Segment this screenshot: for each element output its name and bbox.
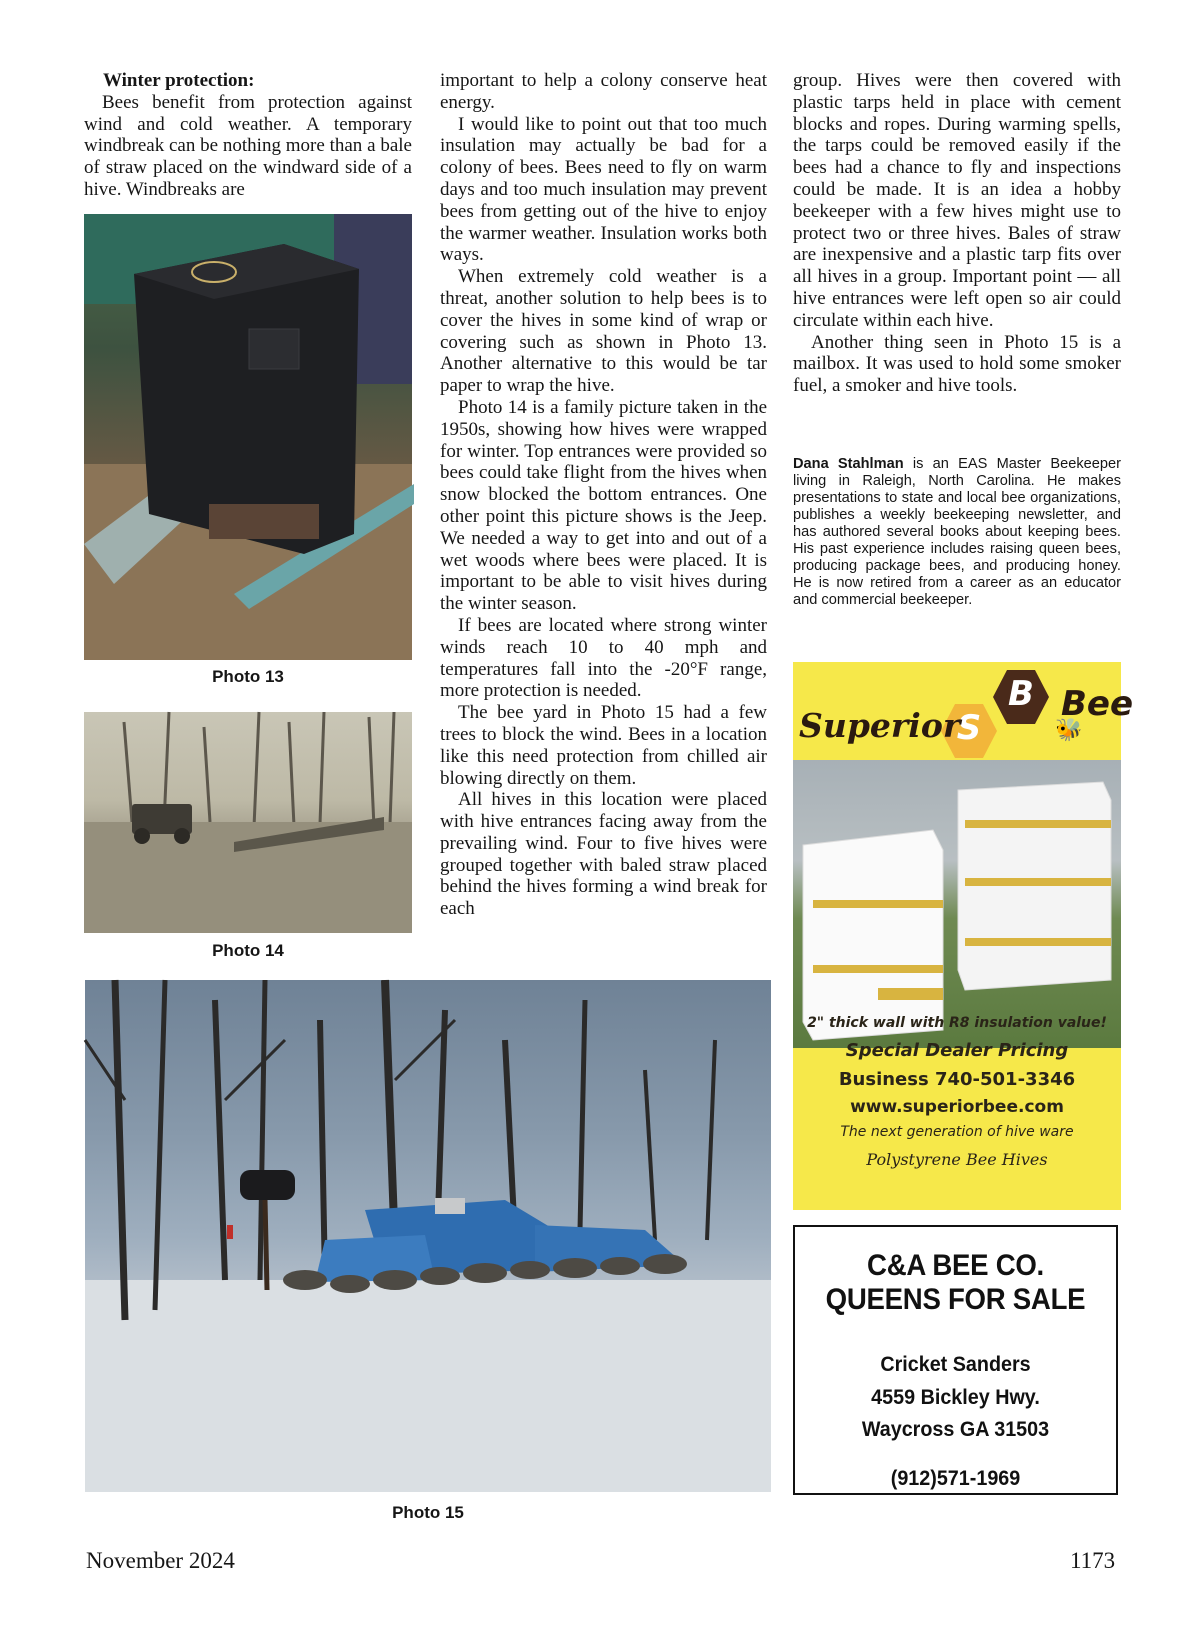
footer-date: November 2024: [86, 1548, 235, 1573]
author-name: Dana Stahlman: [793, 456, 904, 472]
hex-b-letter: B: [1008, 674, 1034, 714]
ad-address-line1: 4559 Bickley Hwy.: [871, 1386, 1040, 1409]
paragraph: Photo 14 is a family picture taken in the 1950s, showing how hives were wrapped for winter. Top entrances were provided so bees could take flight from the hives when snow blocked the bottom entrances. One other point this picture shows is the Jeep. We needed a way to get into and out of a wet woods where bees were placed. It is important to be able to visit hives during the winter season.: [440, 396, 767, 615]
paragraph: When extremely cold weather is a threat, another solution to help bees is to cover the hives in some kind of wrap or covering such as shown in Photo 13. Another alternative to this would be tar paper to wrap the hive.: [440, 266, 767, 397]
photo-14-image: [84, 712, 412, 933]
ad-address-line2: Waycross GA 31503: [861, 1418, 1050, 1441]
ad-title-queens: QUEENS FOR SALE: [825, 1283, 1086, 1316]
bee-icon: 🐝: [1055, 717, 1083, 742]
ad-product: Polystyrene Bee Hives: [866, 1150, 1048, 1169]
paragraph: I would like to point out that too much insulation may actually be bad for a colony of bees. Bees need to fly on warm days and too much insulation may prevent bees from getting out of the hive to enjoy the warmer weather. Insulation works both ways.: [440, 113, 767, 266]
column-2: [440, 70, 767, 920]
author-bio: [793, 456, 1121, 609]
ad-insulation-line: 2" thick wall with R8 insulation value!: [807, 1015, 1107, 1031]
column-1: [84, 70, 412, 201]
hex-s-letter: S: [956, 708, 982, 748]
brand-bee: Bee: [1061, 684, 1134, 724]
ad-phone[interactable]: Business 740-501-3346: [838, 1069, 1076, 1090]
ad-title-company: C&A BEE CO.: [867, 1249, 1044, 1282]
paragraph: The bee yard in Photo 15 had a few trees to block the wind. Bees in a location like this need protection from chilled air blowing directly on them.: [440, 702, 767, 789]
paragraph: Another thing seen in Photo 15 is a mailbox. It was used to hold some smoker fuel, a smoker and hive tools.: [793, 331, 1121, 397]
ad-hive-photo: [793, 760, 1121, 1048]
photo-15-caption: Photo 15: [392, 1503, 464, 1522]
ad-website-link[interactable]: www.superiorbee.com: [850, 1097, 1064, 1117]
page-number: 1173: [1070, 1548, 1116, 1573]
photo-13-caption: Photo 13: [212, 667, 284, 686]
hive-boxes-image: [793, 760, 1121, 1048]
brand-superior: Superior: [799, 706, 961, 745]
photo-15-winter-bee-yard: [85, 980, 771, 1492]
ad-tagline: The next generation of hive ware: [840, 1124, 1074, 1140]
paragraph: group. Hives were then covered with plastic tarps held in place with cement blocks and ropes. During warming spells, the tarps could be removed easily if the bees had a chance to fly and inspections could be made. It is an idea a hobby beekeeper with a few hives might use to protect two or three hives. Bales of straw are inexpensive and a plastic tarp fits over all hives in a group. Important point — all hive entrances were left open so air could circulate within each hive.: [793, 70, 1121, 331]
paragraph: If bees are located where strong winter winds reach 10 to 40 mph and temperatures fall into the -20°F range, more protection is needed.: [440, 614, 767, 702]
photo-14-family-picture: [84, 712, 412, 933]
author-bio-text: is an EAS Master Beekeeper living in Raleigh, North Carolina. He makes presentations to state and local bee organizations, publishes a weekly beekeeping newsletter, and has authored several books about keeping bees. His past experience includes raising queen bees, producing package bees, and producing honey. He is now retired from a career as an educator and commercial beekeeper.: [793, 456, 1121, 608]
ad-contact-name: Cricket Sanders: [880, 1353, 1031, 1376]
paragraph: important to help a colony conserve heat energy.: [440, 70, 767, 113]
photo-15-image: [85, 980, 771, 1492]
ad-phone[interactable]: (912)571-1969: [890, 1467, 1021, 1490]
column-3: [793, 70, 1121, 397]
section-heading: Winter protection:: [103, 70, 255, 91]
photo-13-wrapped-hive: [84, 214, 412, 660]
ad-dealer-pricing: Special Dealer Pricing: [845, 1040, 1069, 1061]
photo-13-image: [84, 214, 412, 660]
ad-superior-bee[interactable]: [793, 662, 1134, 1210]
paragraph: All hives in this location were placed with hive entrances facing away from the prevailing wind. Four to five hives were grouped together with baled straw placed behind the hives forming a wind break for each: [440, 789, 767, 920]
ad-ca-bee-co[interactable]: [793, 1225, 1118, 1495]
paragraph: Bees benefit from protection against wind and cold weather. A temporary windbreak can be nothing more than a bale of straw placed on the windward side of a hive. Windbreaks are: [84, 91, 412, 200]
photo-14-caption: Photo 14: [212, 941, 284, 960]
